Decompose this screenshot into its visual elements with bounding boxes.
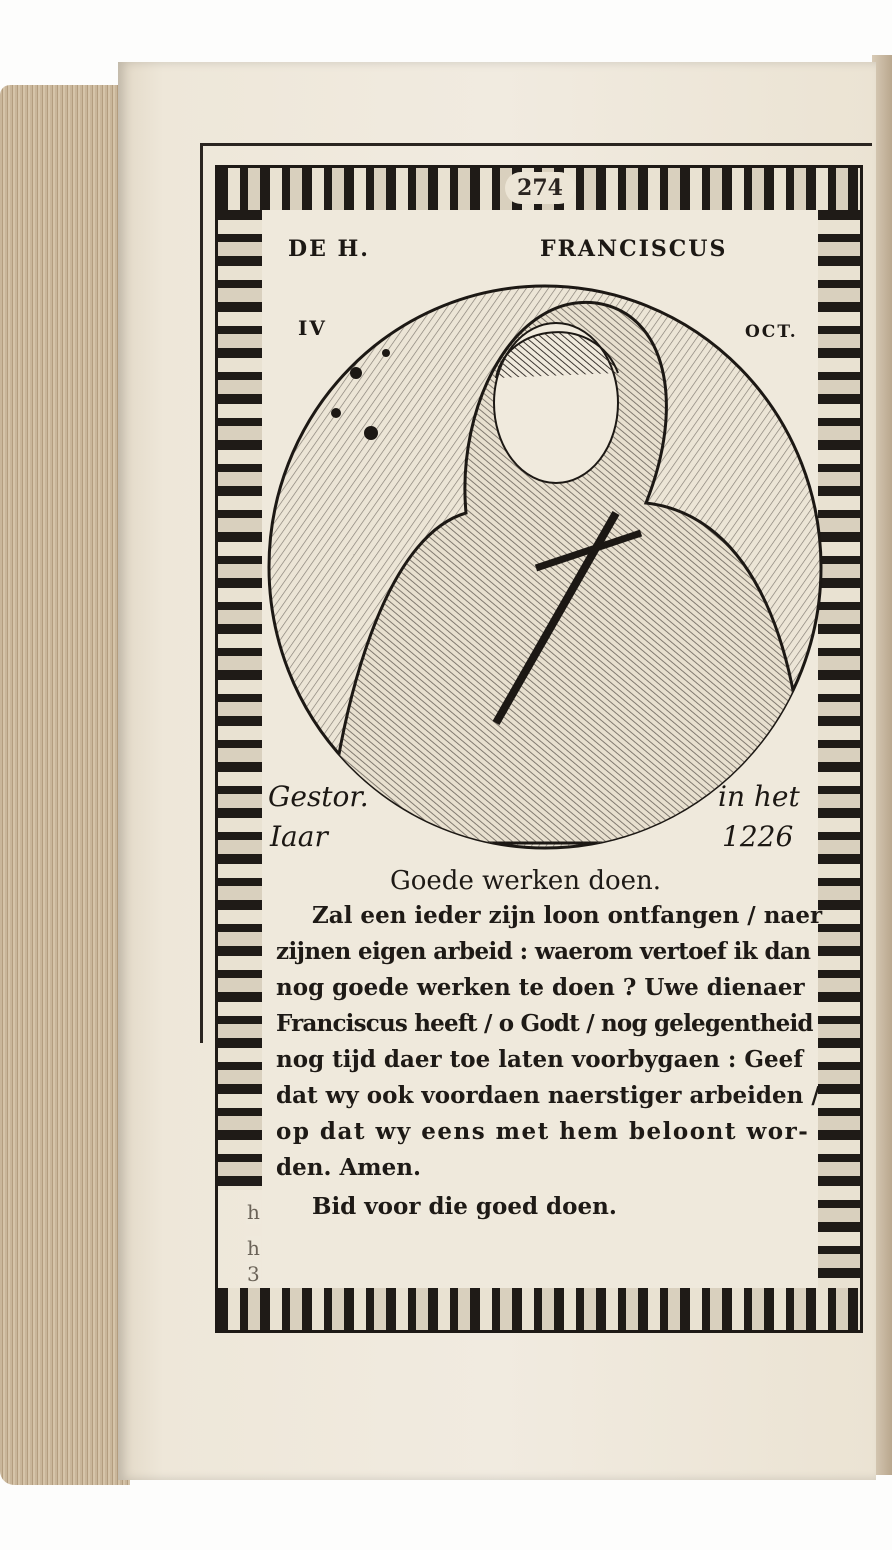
body-line: dat wy ook voordaen naerstiger arbeiden / [276, 1082, 820, 1109]
body-line: Zal een ieder zijn loon ontfangen / naer [312, 902, 823, 929]
body-line: Franciscus heeft / o Godt / nog gelegentheid [276, 1010, 813, 1037]
date-day: IV [298, 316, 327, 340]
leaf-border-bottom [218, 1288, 860, 1330]
caption-died: Gestor. [268, 780, 369, 813]
margin-fragment: h [247, 1236, 260, 1260]
body-line: nog goede werken te doen ? Uwe dienaer [276, 974, 805, 1001]
caption-year-label: Iaar [270, 820, 328, 853]
body-line: zijnen eigen arbeid : waerom vertoef ik dan [276, 938, 811, 965]
closing-line: Bid voor die goed doen. [312, 1193, 617, 1220]
page-edges [0, 85, 130, 1485]
header-left: DE H. [288, 236, 370, 262]
saint-francis-engraving [266, 283, 824, 851]
header-right: FRANCISCUS [540, 236, 728, 262]
under-page-rule-left [200, 143, 203, 1043]
leaf-border-right [818, 210, 860, 1288]
leaf-border-left [218, 210, 262, 1190]
body-line: den. Amen. [276, 1154, 421, 1181]
prayer-title: Goede werken doen. [390, 866, 662, 896]
body-line: nog tijd daer toe laten voorbygaen : Geef [276, 1046, 804, 1073]
caption-year: 1226 [722, 820, 794, 853]
caption-in-het: in het [718, 780, 800, 813]
margin-fragment: 3 [247, 1262, 260, 1286]
margin-fragment: h [247, 1200, 260, 1224]
body-line: op dat wy eens met hem beloont wor- [276, 1118, 810, 1145]
date-month: OCT. [745, 322, 798, 342]
under-page-rule [200, 143, 872, 146]
page-number: 274 [505, 172, 575, 204]
